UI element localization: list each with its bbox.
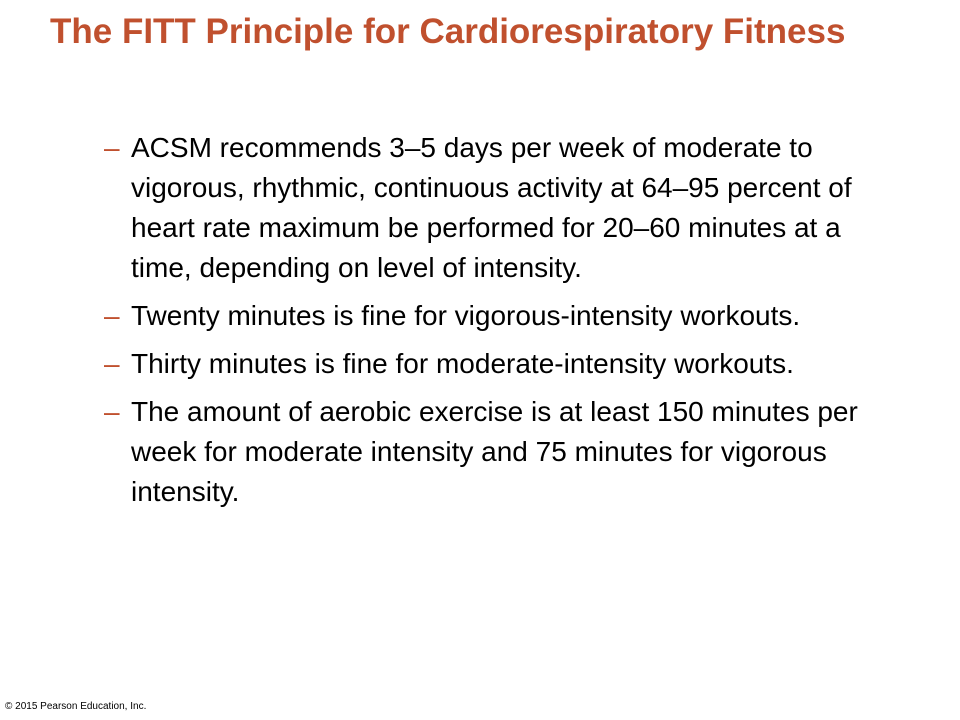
copyright-notice: © 2015 Pearson Education, Inc. <box>5 701 147 712</box>
bullet-item <box>104 392 904 512</box>
bullet-item <box>104 344 904 384</box>
bullet-dash: – <box>104 300 120 331</box>
bullet-text: Thirty minutes is fine for moderate-intensity workouts. <box>131 348 794 379</box>
bullet-text: Twenty minutes is fine for vigorous-intensity workouts. <box>131 300 801 331</box>
bullet-dash: – <box>104 132 120 163</box>
bullet-text: ACSM recommends 3–5 days per week of moderate to vigorous, rhythmic, continuous activity at 64–95 percent of heart rate maximum be performed for 20–60 minutes at a time, depending on level of intensity. <box>131 132 852 283</box>
bullet-item <box>104 296 904 336</box>
bullet-item <box>104 128 904 288</box>
bullet-dash: – <box>104 348 120 379</box>
bullet-text: The amount of aerobic exercise is at least 150 minutes per week for moderate intensity and 75 minutes for vigorous intensity. <box>131 396 858 507</box>
slide-title: The FITT Principle for Cardiorespiratory Fitness <box>50 12 846 51</box>
bullet-dash: – <box>104 396 120 427</box>
bullet-list <box>104 128 904 520</box>
